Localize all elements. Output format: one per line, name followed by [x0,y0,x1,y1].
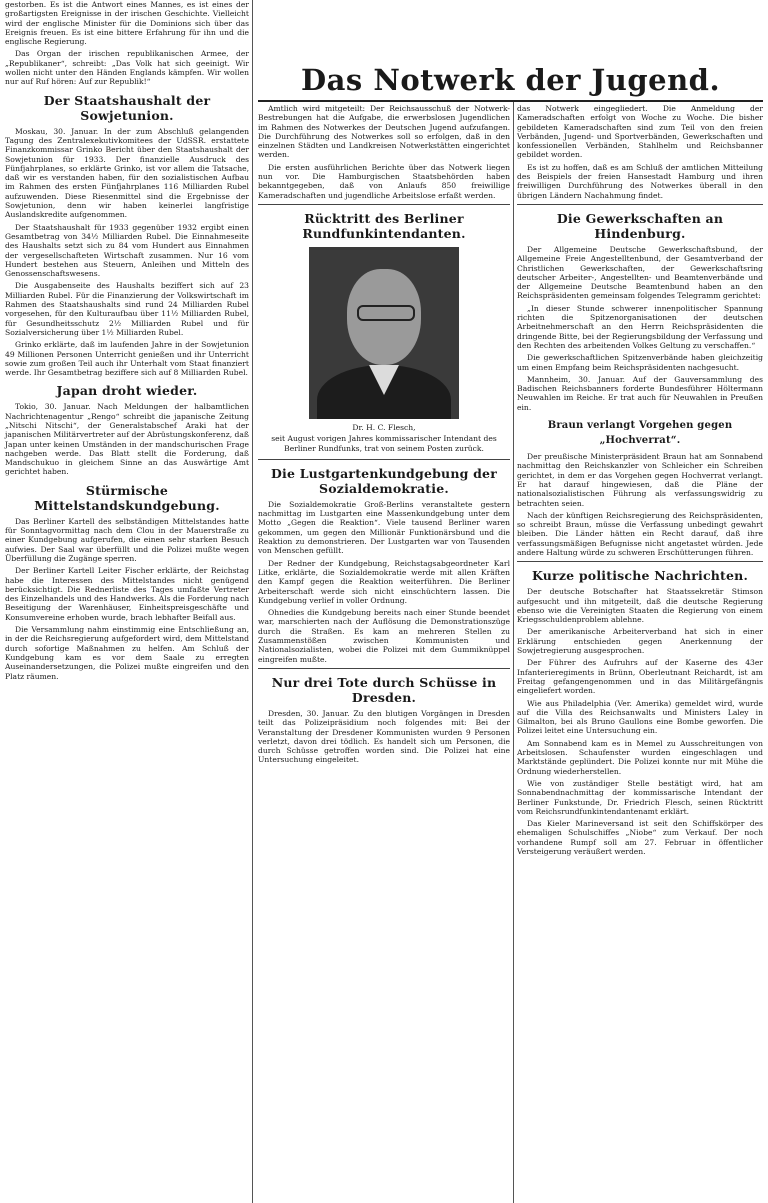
article-paragraph: Der Berliner Kartell Leiter Fischer erklärte, der Reichstag habe die Interessen des Mittelstandes nicht genügend berücksichtigt. Die Rednerliste des Tages umfaßte Vertreter des Einzelhandels und des Handwerks. Als die Forderung nach Beseitigung der Warenhäuser, Einheitspreisgeschäfte und Konsumvereine erhoben wurde, brach lebhafter Beifall aus. [5,566,249,622]
headline-kurze-nachrichten: Kurze politische Nachrichten. [531,568,749,584]
headline-japan: Japan droht wieder. [56,383,198,399]
column-rule [252,0,253,1203]
article-paragraph: Amtlich wird mitgeteilt: Der Reichsausschuß der Notwerk-Bestrebungen hat die Aufgabe, die erwerbslosen Jugendlichen im Rahmen des Notwerkes der Deutschen Jugend aufzufangen. Die Durchführung des Notwerkes soll so erfolgen, daß in den einzelnen Städten und Landkreisen Notwerkstätten eingerichtet werden. [258,104,510,160]
headline-staatshaushalt: Der Staatshaushalt der Sowjetunion. [43,92,211,123]
article-paragraph: Die Sozialdemokratie Groß-Berlins veranstaltete gestern nachmittag im Lustgarten eine Massenkundgebung unter dem Motto „Gegen die Reaktion“. Viele tausend Berliner waren gekommen, um gegen den Millionär Funktionärsbund und die Reaktion zu demonstrieren. Der Lustgarten war von Tausenden von Menschen gefüllt. [258,499,510,556]
article-paragraph: Das Organ der irischen republikanischen Armee, der „Republikaner“, schreibt: „Das Volk hat sich geeinigt. Wir wollen nicht unter den Händen Englands kämpfen. Wir wollen nur auf Ruf hören: Auf zur Republik!“ [5,49,249,87]
article-paragraph: Ohnedies die Kundgebung bereits nach einer Stunde beendet war, marschierten nach der Auflösung die Demonstrationszüge durch die Straßen. Es kam an mehreren Stellen zu Zusammenstößen zwischen Kommunisten und Nationalsozialisten, wobei die Polizei mit dem Gummiknüppel eingreifen mußte. [258,608,510,664]
portrait-name: Dr. H. C. Flesch, [352,422,416,432]
divider [517,204,763,205]
divider [258,668,510,669]
article-paragraph: Das Berliner Kartell des selbständigen Mittelstandes hatte für Sonntagvormittag nach dem Clou in der Mauerstraße zu einer Kundgebung aufgerufen, die einen sehr starken Besuch aufwies. Der Saal war überfüllt und die Polizei mußte wegen Überfüllung die Zugänge sperren. [5,516,249,563]
article-paragraph: Grinko erklärte, daß im laufenden Jahre in der Sowjetunion 49 Millionen Personen Unterricht genießen und ihr Unterricht sowie zum großen Teil auch ihr Unterhalt vom Staat finanziert werde. Ihr Gesamtbetrag beziffere sich auf 8 Milliarden Rubel. [5,340,249,378]
divider [258,459,510,460]
divider [258,204,510,205]
article-paragraph: Am Sonnabend kam es in Memel zu Ausschreitungen von Arbeitslosen. Schaufenster wurden eingeschlagen und Marktstände geplündert. Die Polizei konnte nur mit Mühe die Ordnung wiederherstellen. [517,738,763,776]
article-paragraph: Mannheim, 30. Januar. Auf der Gauversammlung des Badischen Reichsbanners forderte Bundesführer Höltermann Neuwahlen im Reiche. Er trat auch für Neuwahlen in Preußen ein. [517,374,763,412]
article-paragraph: Der amerikanische Arbeiterverband hat sich in einer Erklärung entschieden gegen Anerkennung der Sowjetregierung ausgesprochen. [517,627,763,656]
column-middle [258,104,510,768]
article-paragraph: Der Redner der Kundgebung, Reichstagsabgeordneter Karl Litke, erklärte, die Sozialdemokratie werde mit allen Kräften den Kampf gegen die Reaktion weiterführen. Die Berliner Arbeiterschaft werde sich nicht einschüchtern lassen. Die Kundgebung verlief in voller Ordnung. [258,558,510,605]
article-paragraph: Tokio, 30. Januar. Nach Meldungen der halbamtlichen Nachrichtenagentur „Rengo“ schreibt die japanische Zeitung „Nitschi Nitschi“, der Generalstabschef Araki hat der japanischen Militärvertreter auf der Abrüstungskonferenz, daß Japan unter keinen Umständen in der mandschurischen Frage nachgeben werde. Das Blatt stellt die Forderung, daß Mandschukuo in gleichem Sinne an das Auswärtige Amt gerichtet haben. [5,402,249,477]
portrait-photo [309,247,459,419]
column-left [5,0,249,684]
article-paragraph: Die Versammlung nahm einstimmig eine Entschließung an, in der die Reichsregierung aufgefordert wird, dem Mittelstand durch sofortige Maßnahmen zu helfen. Am Schluß der Kundgebung kam es vor dem Saale zu erregten Auseinandersetzungen, die Polizei mußte eingreifen und den Platz räumen. [5,625,249,681]
article-paragraph: Der preußische Ministerpräsident Braun hat am Sonnabend nachmittag den Reichskanzler von Schleicher ein Schreiben gerichtet, in dem er das Vorgehen gegen Hochverrat verlangt. Er hat darauf hingewiesen, daß die Pläne der nationalsozialistischen Führung als verfassungswidrig zu betrachten seien. [517,452,763,508]
headline-rundfunk: Rücktritt des Berliner Rundfunkintendanten. [302,210,466,241]
article-paragraph: Die Ausgabenseite des Haushalts beziffert sich auf 23 Milliarden Rubel. Für die Finanzierung der Volkswirtschaft im Rahmen des Staatshaushalts sind rund 24 Milliarden Rubel vorgesehen, für den Kulturaufbau über 11½ Milliarden Rubel, für Gesundheitsschutz 2½ Milliarden Rubel und für Sozialversicherung über 1½ Milliarden Rubel. [5,281,249,337]
article-paragraph: Die gewerkschaftlichen Spitzenverbände haben gleichzeitig um einen Empfang beim Reichspräsidenten nachgesucht. [517,353,763,372]
article-paragraph: Der Staatshaushalt für 1933 gegenüber 1932 ergibt einen Gesamtbetrag von 34½ Milliarden Rubel. Die Einnahmeseite des Haushalts setzt sich zu 84 vom Hundert aus Einnahmen der vergesellschafteten Wirtschaft zusammen. Nur 16 vom Hundert bestehen aus Steuern, Anleihen und Mitteln des Genossenschaftswesens. [5,222,249,279]
article-paragraph: Der deutsche Botschafter hat Staatssekretär Stimson aufgesucht und ihn mitgeteilt, daß die deutsche Regierung ebenso wie die Vereinigten Staaten die Regierung von einem Kriegsschuldenproblem ablehne. [517,587,763,625]
notwerk-masthead: Das Notwerk der Jugend. [258,60,763,102]
divider [517,561,763,562]
column-right [517,104,763,859]
article-paragraph: Nach der künftigen Reichsregierung des Reichspräsidenten, so schreibt Braun, müsse die Verfassung unbedingt gewahrt bleiben. Die Länder hätten ein Recht darauf, daß ihre verfassungsmäßigen Befugnisse nicht angetastet würden. Jede andere Haltung würde zu schweren Erschütterungen führen. [517,510,763,557]
article-paragraph: Es ist zu hoffen, daß es am Schluß der amtlichen Mitteilung des Beispiels der freien Hansestadt Hamburg und ihren freiwilligen Durchführung des Notwerkes überall in den übrigen Ländern Nachahmung findet. [517,162,763,200]
column-rule [513,100,514,1203]
article-paragraph: Der Allgemeine Deutsche Gewerkschaftsbund, der Allgemeine Freie Angestelltenbund, der Gesamtverband der Christlichen Gewerkschaften, der Gewerkschaftsring deutscher Arbeiter-, Angestellten- und Beamtenverbände und der Allgemeine Deutsche Beamtenbund haben an den Reichspräsidenten gemeinsam folgendes Telegramm gerichtet: [517,244,763,301]
article-paragraph: Das Kieler Marineversand ist seit den Schiffskörper des ehemaligen Schulschiffes „Niobe“ zum Verkauf. Der noch vorhandene Rumpf soll am 27. Februar in öffentlicher Versteigerung veräußert werden. [517,819,763,856]
article-paragraph: Wie von zuständiger Stelle bestätigt wird, hat am Sonnabendnachmittag der kommissarische Intendant der Berliner Funkstunde, Dr. Friedrich Flesch, seinen Rücktritt vom Reichsrundfunkintendantenamt erklärt. [517,778,763,816]
headline-braun: Braun verlangt Vorgehen gegen „Hochverrat“. [547,420,733,447]
article-paragraph: gestorben. Es ist die Antwort eines Mannes, es ist eines der großartigsten Ereignisse in der irischen Geschichte. Vielleicht wird der englische Minister für die Dominions sich über das Ereignis freuen. Es ist eine bittere Erfahrung für ihn und die englische Regierung. [5,0,249,47]
headline-dresden: Nur drei Tote durch Schüsse in Dresden. [271,674,497,705]
article-paragraph: das Notwerk eingegliedert. Die Anmeldung der Kameradschaften erfolgt von Woche zu Woche. Die bisher gebildeten Kameradschaften sind zum Teil von den freien Verbänden, Jugend- und Sportverbänden, Gewerkschaften und konfessionellen Verbänden, Stahlhelm und Reichsbanner gebildet worden. [517,104,763,160]
article-paragraph: „In dieser Stunde schwerer innenpolitischer Spannung richten die Spitzenorganisationen der deutschen Arbeitnehmerschaft an den Herrn Reichspräsidenten die dringende Bitte, bei der Regierungsbildung der Verfassung und den Rechten des arbeitenden Volkes Geltung zu verschaffen.“ [517,303,763,350]
headline-gewerkschaften: Die Gewerkschaften an Hindenburg. [556,210,724,241]
article-paragraph: Moskau, 30. Januar. In der zum Abschluß gelangenden Tagung des Zentralexekutivkomitees der UdSSR. erstattete Finanzkommissar Grinko Bericht über den Staatshaushalt der Sowjetunion für 1933. Der finanzielle Ausdruck des Fünfjahrplanes, so erklärte Grinko, ist vor allem die Tatsache, daß wir es verstanden haben, für den sozialistischen Aufbau im Rahmen des ersten Fünfjahrplanes 116 Milliarden Rubel aufzuwenden. Diese Riesenmittel sind die Ergebnisse der Sowjetunion, denn wir haben keinerlei langfristige Auslandskredite aufgenommen. [5,126,249,220]
article-paragraph: Dresden, 30. Januar. Zu den blutigen Vorgängen in Dresden teilt das Polizeipräsidium noch folgendes mit: Bei der Veranstaltung der Dresdener Kommunisten wurden 9 Personen verletzt, davon drei tödlich. Es handelt sich um Personen, die durch Schüsse getroffen worden sind. Die Polizei hat eine Untersuchung eingeleitet. [258,708,510,765]
portrait-caption: seit August vorigen Jahres kommissarischer Intendant des Berliner Rundfunks, trat von seinem Posten zurück. [271,434,497,453]
headline-mittelstand: Stürmische Mittelstandskundgebung. [34,482,220,513]
article-paragraph: Der Führer des Aufruhrs auf der Kaserne des 43er Infanterieregiments in Brünn, Oberleutnant Reichardt, ist am Freitag gefangengenommen und in das Militärgefängnis eingeliefert worden. [517,658,763,696]
article-paragraph: Die ersten ausführlichen Berichte über das Notwerk liegen nun vor. Die Hamburgischen Staatsbehörden haben bekanntgegeben, daß von Anlaufs 850 freiwillige Kameradschaften und jugendliche Arbeitslose erfaßt werden. [258,162,510,200]
article-paragraph: Wie aus Philadelphia (Ver. Amerika) gemeldet wird, wurde auf die Villa des Reichsanwalts und Ministers Laley in Gilmalton, bei als Bruno Gaullons eine Bombe geworfen. Die Polizei leitet eine Untersuchung ein. [517,698,763,736]
headline-lustgarten: Die Lustgartenkundgebung der Sozialdemokratie. [271,465,497,496]
